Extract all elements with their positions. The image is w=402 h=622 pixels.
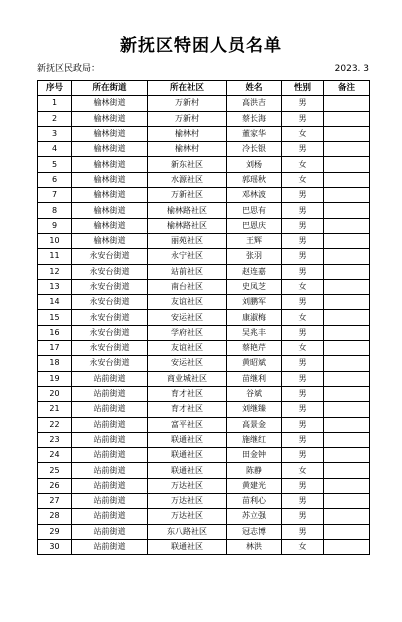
- cell-remarks: [324, 233, 370, 248]
- table-row: [38, 96, 370, 111]
- cell-street: 站前街道: [72, 417, 148, 432]
- cell-community: 友谊社区: [148, 341, 227, 356]
- cell-remarks: [324, 494, 370, 509]
- cell-street: 站前街道: [72, 402, 148, 417]
- table-row: [38, 371, 370, 386]
- cell-name: 蔡艳芹: [227, 341, 282, 356]
- table-row: [38, 448, 370, 463]
- cell-community: 东八路社区: [148, 524, 227, 539]
- header-gender: 性别: [282, 81, 324, 96]
- table-body: [38, 96, 370, 555]
- table-row: [38, 386, 370, 401]
- cell-remarks: [324, 157, 370, 172]
- table-row: [38, 203, 370, 218]
- cell-street: 站前街道: [72, 509, 148, 524]
- cell-community: 水源社区: [148, 172, 227, 187]
- table-row: [38, 524, 370, 539]
- cell-serial-number: 27: [38, 494, 72, 509]
- cell-community: 联通社区: [148, 539, 227, 554]
- cell-community: 育才社区: [148, 386, 227, 401]
- table-row: [38, 188, 370, 203]
- cell-gender: 男: [282, 402, 324, 417]
- cell-name: 高洪吉: [227, 96, 282, 111]
- table-row: [38, 172, 370, 187]
- document-title: 新抚区特困人员名单: [120, 36, 282, 56]
- cell-community: 友谊社区: [148, 295, 227, 310]
- cell-gender: 男: [282, 203, 324, 218]
- cell-name: 冠志博: [227, 524, 282, 539]
- cell-name: 黄昭斌: [227, 356, 282, 371]
- cell-community: 永宁社区: [148, 249, 227, 264]
- cell-name: 蔡长海: [227, 111, 282, 126]
- cell-street: 永安台街道: [72, 325, 148, 340]
- cell-street: 站前街道: [72, 371, 148, 386]
- cell-gender: 男: [282, 509, 324, 524]
- cell-serial-number: 17: [38, 341, 72, 356]
- cell-remarks: [324, 386, 370, 401]
- cell-remarks: [324, 172, 370, 187]
- cell-street: 永安台街道: [72, 356, 148, 371]
- cell-community: 育才社区: [148, 402, 227, 417]
- cell-gender: 男: [282, 96, 324, 111]
- cell-gender: 男: [282, 249, 324, 264]
- cell-community: 万达社区: [148, 494, 227, 509]
- cell-name: 刘鹏军: [227, 295, 282, 310]
- roster-table: [37, 80, 370, 555]
- table-row: [38, 478, 370, 493]
- cell-name: 巴恩庆: [227, 218, 282, 233]
- cell-gender: 男: [282, 448, 324, 463]
- cell-street: 榆林街道: [72, 126, 148, 141]
- cell-name: 刘杨: [227, 157, 282, 172]
- cell-remarks: [324, 524, 370, 539]
- cell-remarks: [324, 203, 370, 218]
- cell-name: 苗继利: [227, 371, 282, 386]
- cell-street: 站前街道: [72, 386, 148, 401]
- cell-street: 榆林街道: [72, 111, 148, 126]
- cell-name: 黄建光: [227, 478, 282, 493]
- cell-serial-number: 5: [38, 157, 72, 172]
- cell-street: 永安台街道: [72, 295, 148, 310]
- cell-name: 苏立强: [227, 509, 282, 524]
- cell-community: 新东社区: [148, 157, 227, 172]
- cell-name: 田金钟: [227, 448, 282, 463]
- cell-community: 站前社区: [148, 264, 227, 279]
- cell-community: 安运社区: [148, 356, 227, 371]
- cell-community: 万达社区: [148, 478, 227, 493]
- cell-serial-number: 3: [38, 126, 72, 141]
- cell-serial-number: 26: [38, 478, 72, 493]
- cell-street: 永安台街道: [72, 279, 148, 294]
- cell-street: 榆林街道: [72, 172, 148, 187]
- cell-gender: 女: [282, 126, 324, 141]
- cell-name: 邓林波: [227, 188, 282, 203]
- cell-remarks: [324, 96, 370, 111]
- cell-name: 赵连嘉: [227, 264, 282, 279]
- cell-serial-number: 11: [38, 249, 72, 264]
- cell-serial-number: 22: [38, 417, 72, 432]
- cell-serial-number: 12: [38, 264, 72, 279]
- table-row: [38, 142, 370, 157]
- cell-street: 永安台街道: [72, 310, 148, 325]
- cell-street: 榆林街道: [72, 188, 148, 203]
- cell-street: 站前街道: [72, 432, 148, 447]
- table-row: [38, 509, 370, 524]
- cell-serial-number: 18: [38, 356, 72, 371]
- cell-serial-number: 8: [38, 203, 72, 218]
- cell-gender: 女: [282, 539, 324, 554]
- header-name: 姓名: [227, 81, 282, 96]
- cell-gender: 女: [282, 463, 324, 478]
- issuing-agency: 新抚区民政局：: [37, 64, 101, 74]
- cell-serial-number: 15: [38, 310, 72, 325]
- cell-remarks: [324, 295, 370, 310]
- table-row: [38, 325, 370, 340]
- cell-remarks: [324, 478, 370, 493]
- cell-remarks: [324, 539, 370, 554]
- cell-gender: 女: [282, 172, 324, 187]
- cell-name: 郭瑶秋: [227, 172, 282, 187]
- table-row: [38, 218, 370, 233]
- table-row: [38, 494, 370, 509]
- cell-street: 榆林街道: [72, 96, 148, 111]
- header-serial-number: 序号: [38, 81, 72, 96]
- cell-community: 商业城社区: [148, 371, 227, 386]
- table-row: [38, 310, 370, 325]
- cell-community: 万达社区: [148, 509, 227, 524]
- cell-community: 万新村: [148, 96, 227, 111]
- cell-street: 站前街道: [72, 448, 148, 463]
- cell-name: 冷长银: [227, 142, 282, 157]
- cell-remarks: [324, 126, 370, 141]
- cell-gender: 男: [282, 417, 324, 432]
- cell-gender: 男: [282, 264, 324, 279]
- cell-remarks: [324, 417, 370, 432]
- cell-street: 站前街道: [72, 478, 148, 493]
- cell-serial-number: 16: [38, 325, 72, 340]
- cell-street: 榆林街道: [72, 157, 148, 172]
- cell-gender: 男: [282, 494, 324, 509]
- cell-serial-number: 30: [38, 539, 72, 554]
- cell-serial-number: 25: [38, 463, 72, 478]
- cell-serial-number: 9: [38, 218, 72, 233]
- cell-name: 董家华: [227, 126, 282, 141]
- cell-street: 榆林街道: [72, 142, 148, 157]
- cell-serial-number: 1: [38, 96, 72, 111]
- cell-serial-number: 6: [38, 172, 72, 187]
- cell-gender: 男: [282, 386, 324, 401]
- cell-serial-number: 29: [38, 524, 72, 539]
- cell-street: 站前街道: [72, 494, 148, 509]
- cell-serial-number: 14: [38, 295, 72, 310]
- table-row: [38, 279, 370, 294]
- table-row: [38, 295, 370, 310]
- cell-gender: 女: [282, 341, 324, 356]
- cell-name: 陈静: [227, 463, 282, 478]
- table-row: [38, 356, 370, 371]
- cell-name: 林洪: [227, 539, 282, 554]
- cell-gender: 女: [282, 310, 324, 325]
- table-row: [38, 157, 370, 172]
- cell-community: 安运社区: [148, 310, 227, 325]
- cell-serial-number: 4: [38, 142, 72, 157]
- cell-serial-number: 28: [38, 509, 72, 524]
- cell-community: 联通社区: [148, 463, 227, 478]
- cell-community: 榆林路社区: [148, 203, 227, 218]
- table-row: [38, 463, 370, 478]
- cell-street: 榆林街道: [72, 218, 148, 233]
- header-street: 所在街道: [72, 81, 148, 96]
- cell-name: 巴思有: [227, 203, 282, 218]
- cell-gender: 男: [282, 142, 324, 157]
- cell-remarks: [324, 310, 370, 325]
- cell-remarks: [324, 325, 370, 340]
- table-row: [38, 341, 370, 356]
- cell-community: 南台社区: [148, 279, 227, 294]
- cell-gender: 男: [282, 371, 324, 386]
- table-header-row: [38, 81, 370, 96]
- table-row: [38, 126, 370, 141]
- cell-remarks: [324, 111, 370, 126]
- cell-community: 榆林村: [148, 126, 227, 141]
- cell-community: 富平社区: [148, 417, 227, 432]
- cell-gender: 男: [282, 356, 324, 371]
- cell-gender: 男: [282, 295, 324, 310]
- cell-gender: 男: [282, 478, 324, 493]
- cell-remarks: [324, 264, 370, 279]
- cell-gender: 男: [282, 325, 324, 340]
- cell-street: 永安台街道: [72, 249, 148, 264]
- cell-serial-number: 10: [38, 233, 72, 248]
- cell-community: 榆林村: [148, 142, 227, 157]
- cell-gender: 女: [282, 279, 324, 294]
- cell-name: 康淑梅: [227, 310, 282, 325]
- cell-community: 学府社区: [148, 325, 227, 340]
- cell-remarks: [324, 371, 370, 386]
- cell-name: 王辉: [227, 233, 282, 248]
- cell-remarks: [324, 463, 370, 478]
- header-remarks: 备注: [324, 81, 370, 96]
- table-row: [38, 432, 370, 447]
- cell-remarks: [324, 341, 370, 356]
- cell-remarks: [324, 218, 370, 233]
- cell-remarks: [324, 356, 370, 371]
- cell-community: 丽苑社区: [148, 233, 227, 248]
- cell-remarks: [324, 188, 370, 203]
- cell-serial-number: 20: [38, 386, 72, 401]
- cell-community: 联通社区: [148, 448, 227, 463]
- table-row: [38, 402, 370, 417]
- cell-street: 站前街道: [72, 463, 148, 478]
- document-date: 2023. 3: [334, 64, 369, 74]
- cell-remarks: [324, 142, 370, 157]
- cell-gender: 男: [282, 111, 324, 126]
- cell-name: 苗利心: [227, 494, 282, 509]
- cell-name: 吴兆丰: [227, 325, 282, 340]
- cell-gender: 男: [282, 188, 324, 203]
- cell-community: 万新村: [148, 111, 227, 126]
- cell-remarks: [324, 249, 370, 264]
- cell-gender: 男: [282, 432, 324, 447]
- cell-name: 施继红: [227, 432, 282, 447]
- cell-name: 谷斌: [227, 386, 282, 401]
- cell-serial-number: 7: [38, 188, 72, 203]
- cell-gender: 男: [282, 233, 324, 248]
- cell-gender: 男: [282, 218, 324, 233]
- cell-name: 刘继臻: [227, 402, 282, 417]
- table-row: [38, 539, 370, 554]
- cell-street: 永安台街道: [72, 264, 148, 279]
- cell-street: 榆林街道: [72, 203, 148, 218]
- cell-gender: 男: [282, 524, 324, 539]
- cell-street: 永安台街道: [72, 341, 148, 356]
- cell-name: 史凤芝: [227, 279, 282, 294]
- cell-street: 站前街道: [72, 524, 148, 539]
- cell-serial-number: 13: [38, 279, 72, 294]
- cell-street: 榆林街道: [72, 233, 148, 248]
- cell-remarks: [324, 402, 370, 417]
- cell-serial-number: 21: [38, 402, 72, 417]
- cell-remarks: [324, 279, 370, 294]
- table-row: [38, 417, 370, 432]
- header-community: 所在社区: [148, 81, 227, 96]
- cell-name: 高景金: [227, 417, 282, 432]
- table-row: [38, 111, 370, 126]
- table-row: [38, 233, 370, 248]
- cell-serial-number: 23: [38, 432, 72, 447]
- table-row: [38, 249, 370, 264]
- cell-serial-number: 2: [38, 111, 72, 126]
- cell-serial-number: 19: [38, 371, 72, 386]
- table-row: [38, 264, 370, 279]
- cell-community: 万新社区: [148, 188, 227, 203]
- cell-community: 榆林路社区: [148, 218, 227, 233]
- cell-community: 联通社区: [148, 432, 227, 447]
- cell-serial-number: 24: [38, 448, 72, 463]
- cell-street: 站前街道: [72, 539, 148, 554]
- cell-remarks: [324, 432, 370, 447]
- cell-gender: 女: [282, 157, 324, 172]
- cell-remarks: [324, 509, 370, 524]
- cell-name: 张羽: [227, 249, 282, 264]
- cell-remarks: [324, 448, 370, 463]
